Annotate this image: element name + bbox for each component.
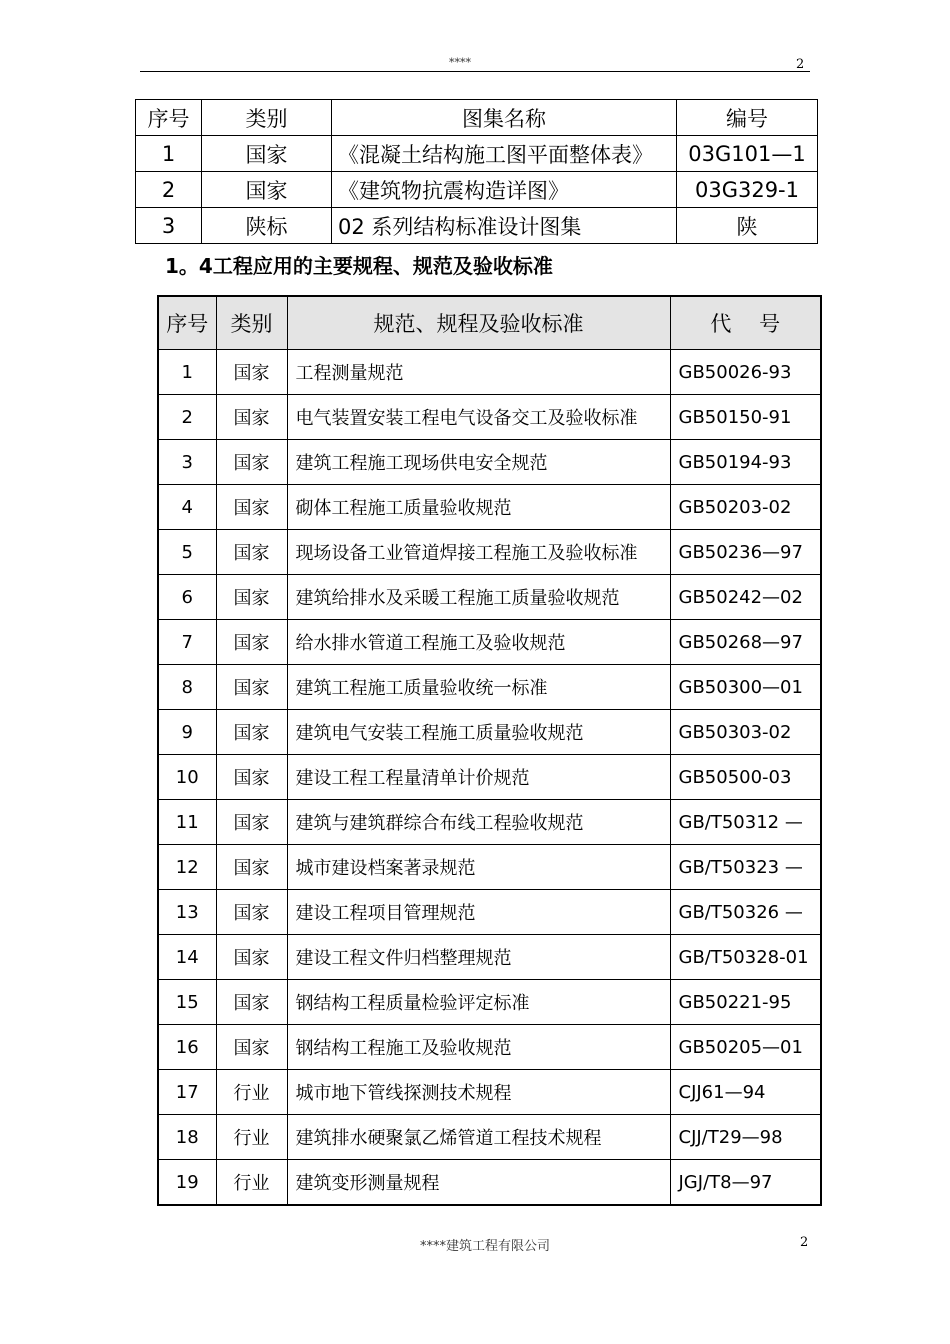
cell-number: 1 [136,136,202,172]
cell-number: 12 [158,845,216,890]
cell-number: 15 [158,980,216,1025]
cell-number: 10 [158,755,216,800]
cell-category: 行业 [216,1070,287,1115]
column-header-code: 代 号 [670,296,821,350]
table-row [158,665,821,710]
cell-number: 2 [136,172,202,208]
column-header-atlas-name: 图集名称 [332,100,677,136]
column-header-standard: 规范、规程及验收标准 [287,296,670,350]
cell-number: 18 [158,1115,216,1160]
cell-category: 国家 [216,800,287,845]
cell-number: 11 [158,800,216,845]
cell-standard: 建设工程项目管理规范 [287,890,670,935]
cell-number: 8 [158,665,216,710]
cell-standard: 砌体工程施工质量验收规范 [287,485,670,530]
header-page-number: 2 [796,57,805,72]
header-rule [140,71,810,72]
cell-code: GB50221-95 [670,980,821,1025]
cell-category: 国家 [216,755,287,800]
cell-standard: 建筑工程施工现场供电安全规范 [287,440,670,485]
table-row [158,755,821,800]
cell-code: CJJ/T29—98 [670,1115,821,1160]
cell-standard: 建筑变形测量规程 [287,1160,670,1206]
cell-number: 1 [158,350,216,395]
cell-standard: 建筑与建筑群综合布线工程验收规范 [287,800,670,845]
table-row [158,620,821,665]
cell-code: GB50242—02 [670,575,821,620]
cell-number: 17 [158,1070,216,1115]
cell-number: 4 [158,485,216,530]
cell-atlas-name: 《建筑物抗震构造详图》 [332,172,677,208]
table-row [136,208,818,244]
cell-standard: 建筑给排水及采暖工程施工质量验收规范 [287,575,670,620]
table-row [158,485,821,530]
table-row [158,890,821,935]
cell-category: 国家 [216,620,287,665]
column-header-number: 序号 [158,296,216,350]
cell-standard: 城市地下管线探测技术规程 [287,1070,670,1115]
cell-category: 国家 [216,350,287,395]
cell-code: GB50194-93 [670,440,821,485]
cell-code: GB50203-02 [670,485,821,530]
cell-standard: 建筑工程施工质量验收统一标准 [287,665,670,710]
cell-category: 国家 [202,136,332,172]
cell-category: 国家 [216,440,287,485]
cell-code: 陕 [677,208,818,244]
atlas-table-header [136,100,818,136]
table-row [158,440,821,485]
cell-category: 国家 [216,890,287,935]
column-header-category: 类别 [216,296,287,350]
table-row [158,710,821,755]
column-header-number: 序号 [136,100,202,136]
atlas-table [135,99,818,244]
table-row [158,935,821,980]
cell-code: GB50205—01 [670,1025,821,1070]
cell-code: GB50236—97 [670,530,821,575]
cell-code: GB50300—01 [670,665,821,710]
cell-standard: 工程测量规范 [287,350,670,395]
cell-code: GB50026-93 [670,350,821,395]
cell-category: 陕标 [202,208,332,244]
cell-number: 5 [158,530,216,575]
cell-category: 国家 [216,710,287,755]
cell-standard: 现场设备工业管道焊接工程施工及验收标准 [287,530,670,575]
cell-code: GB50303-02 [670,710,821,755]
column-header-category: 类别 [202,100,332,136]
footer-page-number: 2 [800,1235,809,1250]
cell-standard: 钢结构工程施工及验收规范 [287,1025,670,1070]
cell-number: 16 [158,1025,216,1070]
cell-category: 国家 [202,172,332,208]
column-header-code: 编号 [677,100,818,136]
table-row [158,980,821,1025]
cell-category: 国家 [216,980,287,1025]
cell-number: 14 [158,935,216,980]
cell-number: 3 [136,208,202,244]
cell-number: 13 [158,890,216,935]
footer-company: ****建筑工程有限公司 [420,1239,551,1254]
cell-category: 国家 [216,935,287,980]
cell-standard: 建设工程文件归档整理规范 [287,935,670,980]
cell-number: 6 [158,575,216,620]
cell-number: 3 [158,440,216,485]
cell-category: 行业 [216,1160,287,1206]
cell-atlas-name: 02 系列结构标准设计图集 [332,208,677,244]
cell-code: JGJ/T8—97 [670,1160,821,1206]
table-row [158,395,821,440]
table-row [158,350,821,395]
cell-category: 国家 [216,395,287,440]
table-row [158,1160,821,1206]
cell-category: 国家 [216,575,287,620]
table-row [158,1070,821,1115]
cell-number: 7 [158,620,216,665]
cell-standard: 钢结构工程质量检验评定标准 [287,980,670,1025]
table-row [158,530,821,575]
cell-code: GB/T50323 — [670,845,821,890]
cell-standard: 城市建设档案著录规范 [287,845,670,890]
cell-standard: 电气装置安装工程电气设备交工及验收标准 [287,395,670,440]
cell-standard: 建设工程工程量清单计价规范 [287,755,670,800]
cell-standard: 建筑排水硬聚氯乙烯管道工程技术规程 [287,1115,670,1160]
table-row [158,1025,821,1070]
cell-code: 03G329-1 [677,172,818,208]
cell-number: 2 [158,395,216,440]
section-title: 1。4工程应用的主要规程、规范及验收标准 [165,254,553,278]
standards-table-header [158,296,821,350]
cell-standard: 建筑电气安装工程施工质量验收规范 [287,710,670,755]
header-title: **** [449,56,471,69]
cell-code: GB/T50326 — [670,890,821,935]
table-row [158,845,821,890]
table-row [158,1115,821,1160]
cell-code: GB50150-91 [670,395,821,440]
table-row [136,172,818,208]
cell-code: GB/T50328-01 [670,935,821,980]
cell-standard: 给水排水管道工程施工及验收规范 [287,620,670,665]
cell-code: CJJ61—94 [670,1070,821,1115]
cell-category: 国家 [216,1025,287,1070]
cell-category: 行业 [216,1115,287,1160]
cell-number: 9 [158,710,216,755]
table-row [158,575,821,620]
table-row [158,800,821,845]
cell-category: 国家 [216,845,287,890]
cell-category: 国家 [216,530,287,575]
cell-category: 国家 [216,485,287,530]
cell-number: 19 [158,1160,216,1206]
cell-code: GB/T50312 — [670,800,821,845]
cell-code: GB50500-03 [670,755,821,800]
cell-code: GB50268—97 [670,620,821,665]
cell-atlas-name: 《混凝土结构施工图平面整体表》 [332,136,677,172]
cell-code: 03G101—1 [677,136,818,172]
table-row [136,136,818,172]
cell-category: 国家 [216,665,287,710]
standards-table [157,295,822,1206]
